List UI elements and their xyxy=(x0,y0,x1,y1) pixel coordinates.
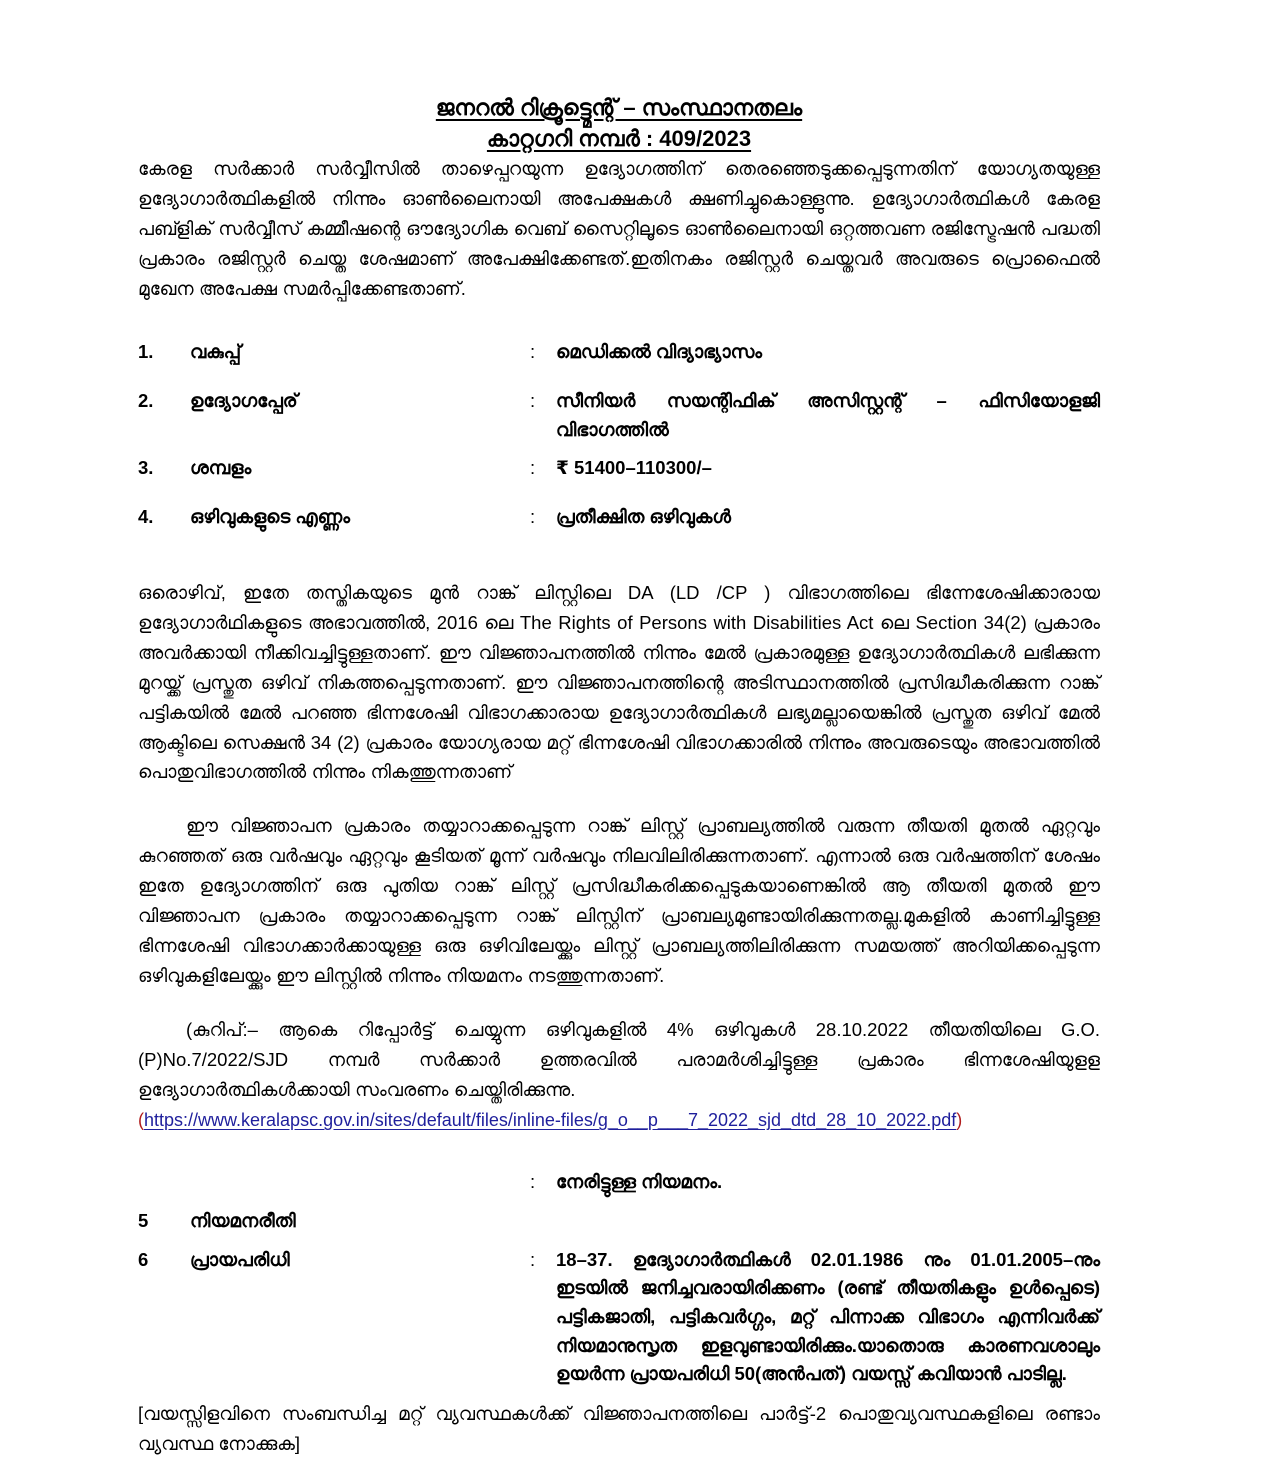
title-line-1-text: ജനറൽ റിക്രൂട്ട്മെന്റ് – സംസ്ഥാനതലം xyxy=(435,95,803,120)
government-order-link[interactable]: https://www.keralapsc.gov.in/sites/default/files/inline-files/g_o__p___7_2022_sjd_dtd_28_10_2022.pdf xyxy=(144,1110,957,1131)
item-value-appointment-method: നേരിട്ടുള്ള നിയമനം. xyxy=(556,1171,723,1193)
title-line-2 xyxy=(138,123,1100,154)
open-paren: ( xyxy=(138,1110,144,1131)
item-row-age-limit xyxy=(138,1246,1100,1389)
document-content xyxy=(138,0,1100,1459)
item-value-designation: സീനിയർ സയന്റിഫിക് അസിസ്റ്റന്റ് – ഫിസിയോളജി വിഭാഗത്തിൽ xyxy=(556,389,1100,440)
item-row-appointment-method xyxy=(138,1207,1100,1236)
item-row-salary xyxy=(138,454,1100,483)
item-label-designation: ഉദ്യോഗപ്പേര് xyxy=(190,389,298,411)
item-number: 6 xyxy=(138,1248,149,1270)
item-value-department: മെഡിക്കൽ വിദ്യാഭ്യാസം xyxy=(556,341,763,363)
item-value-age-limit: 18–37. ഉദ്യോഗാർത്ഥികൾ 02.01.1986 നും 01.01.2005–നും ഇടയിൽ ജനിച്ചവരായിരിക്കണം (രണ്ട് തീയതികളും ഉൾപ്പെടെ) പട്ടികജാതി, പട്ടികവർഗ്ഗം, മറ്റ് പിന്നാക്ക വിഭാഗം എന്നിവർക്ക് നിയമാനുസൃത ഇളവുണ്ടായിരിക്കും.യാതൊരു കാരണവശാലും ഉയർന്ന പ്രായപരിധി 50(അൻപത്) വയസ്സ് കവിയാൻ പാടില്ല. xyxy=(556,1248,1100,1385)
item-colon: : xyxy=(530,1171,536,1193)
intro-paragraph: കേരള സർക്കാർ സർവ്വീസിൽ താഴെപ്പറയുന്ന ഉദ്യോഗത്തിന് തെരഞ്ഞെടുക്കപ്പെടുന്നതിന് യോഗ്യതയുള്ള ഉദ്യോഗാർത്ഥികളിൽ നിന്നും ഓൺലൈനായി അപേക്ഷകൾ ക്ഷണിച്ചുകൊള്ളുന്നു. ഉദ്യോഗാർത്ഥികൾ കേരള പബ്ളിക് സർവ്വീസ് കമ്മീഷന്റെ ഔദ്യോഗിക വെബ് സൈറ്റിലൂടെ ഓൺലൈനായി ഒറ്റത്തവണ രജിസ്ട്രേഷൻ പദ്ധതി പ്രകാരം രജിസ്റ്റർ ചെയ്ത ശേഷമാണ് അപേക്ഷിക്കേണ്ടത്.ഇതിനകം രജിസ്റ്റർ ചെയ്തവർ അവരുടെ പ്രൊഫൈൽ മുഖേന അപേക്ഷ സമർപ്പിക്കേണ്ടതാണ്. xyxy=(138,158,1100,300)
item-label-salary: ശമ്പളം xyxy=(190,457,252,479)
item-number: 3. xyxy=(138,457,154,479)
item-colon: : xyxy=(530,457,536,479)
item-colon: : xyxy=(530,341,536,363)
item-value-salary: ₹ 51400–110300/– xyxy=(556,457,712,479)
item-colon: : xyxy=(530,506,536,527)
item-row-designation xyxy=(138,387,1100,444)
item-label-age-limit: പ്രായപരിധി xyxy=(190,1248,290,1270)
government-order-link-line xyxy=(138,1107,1100,1134)
item-number: 1. xyxy=(138,341,154,363)
item-row-department xyxy=(138,338,1100,367)
document-title-block xyxy=(138,92,1100,154)
vacancy-reservation-paragraph: ഒരൊഴിവ്, ഇതേ തസ്തികയുടെ മുൻ റാങ്ക് ലിസ്റ്റിലെ DA (LD /CP ) വിഭാഗത്തിലെ ഭിന്നേശേഷിക്കാരായ ഉദ്യോഗാർഥികളുടെ അഭാവത്തിൽ, 2016 ലെ The Rights of Persons with Disabilities Act ലെ Section 34(2) പ്രകാരം അവർക്കായി നീക്കിവച്ചിട്ടുള്ളതാണ്. ഈ വിജ്ഞാപനത്തിൽ നിന്നും മേൽ പ്രകാരമുള്ള ഉദ്യോഗാർത്ഥികൾ ലഭിക്കുന്ന മുറയ്ക്ക് പ്രസ്തുത ഒഴിവ് നികത്തപ്പെടുന്നതാണ്. ഈ വിജ്ഞാപനത്തിന്റെ അടിസ്ഥാനത്തിൽ പ്രസിദ്ധീകരിക്കുന്ന റാങ്ക് പട്ടികയിൽ മേൽ പറഞ്ഞ ഭിന്നശേഷി വിഭാഗക്കാരായ ഉദ്യോഗാർത്ഥികൾ ലഭ്യമല്ലായെങ്കിൽ പ്രസ്തുത ഒഴിവ് മേൽ ആക്ടിലെ സെക്ഷൻ 34 (2) പ്രകാരം യോഗ്യരായ മറ്റ് ഭിന്നശേഷി വിഭാഗക്കാരിൽ നിന്നും അവരുടെയും അഭാവത്തിൽ പൊതുവിഭാഗത്തിൽ നിന്നും നികത്തുന്നതാണ് xyxy=(138,581,1100,783)
item-colon: : xyxy=(530,1248,536,1270)
item-row-vacancies xyxy=(138,503,1100,532)
item-colon: : xyxy=(530,389,536,411)
item-number: 4. xyxy=(138,506,154,527)
close-paren: ) xyxy=(956,1110,963,1131)
item-label-vacancies: ഒഴിവുകളുടെ എണ്ണം xyxy=(190,506,350,527)
title-line-1 xyxy=(138,92,1100,123)
item-number: 5 xyxy=(138,1209,149,1231)
item-label-appointment-method: നിയമനരീതി xyxy=(190,1209,296,1231)
appointment-method-value-row xyxy=(138,1168,1100,1197)
category-number-text: കാറ്റഗറി നമ്പർ : 409/2023 xyxy=(486,126,752,152)
item-label-department: വകുപ്പ് xyxy=(190,341,242,363)
item-number: 2. xyxy=(138,389,154,411)
ranklist-validity-paragraph: ഈ വിജ്ഞാപന പ്രകാരം തയ്യാറാക്കപ്പെടുന്ന റാങ്ക് ലിസ്റ്റ് പ്രാബല്യത്തിൽ വരുന്ന തീയതി മുതൽ ഏറ്റവും കുറഞ്ഞത് ഒരു വർഷവും ഏറ്റവും കൂടിയത് മൂന്ന് വർഷവും നിലവിലിരിക്കുന്നതാണ്. എന്നാൽ ഒരു വർഷത്തിന് ശേഷം ഇതേ ഉദ്യോഗത്തിന് ഒരു പുതിയ റാങ്ക് ലിസ്റ്റ് പ്രസിദ്ധീകരിക്കപ്പെടുകയാണെങ്കിൽ ആ തീയതി മുതൽ ഈ വിജ്ഞാപന പ്രകാരം തയ്യാറാക്കപ്പെടുന്ന റാങ്ക് ലിസ്റ്റിന് പ്രാബല്യമുണ്ടായിരിക്കുന്നതല്ല.മുകളിൽ കാണിച്ചിട്ടുള്ള ഭിന്നശേഷി വിഭാഗക്കാർക്കായുള്ള ഒരു ഒഴിവിലേയ്ക്കും ലിസ്റ്റ് പ്രാബല്യത്തിലിരിക്കുന്ന സമയത്ത് അറിയിക്കപ്പെടുന്ന ഒഴിവുകളിലേയ്ക്കും ഈ ലിസ്റ്റിൽ നിന്നും നിയമനം നടത്തുന്നതാണ്. xyxy=(138,815,1100,987)
item-value-vacancies: പ്രതീക്ഷിത ഒഴിവുകൾ xyxy=(556,506,731,527)
age-relaxation-note: [വയസ്സിളവിനെ സംബന്ധിച്ച മറ്റ് വ്യവസ്ഥകൾക്ക് വിജ്ഞാപനത്തിലെ പാർട്ട്-2 പൊതുവ്യവസ്ഥകളിലെ രണ്ടാം വ്യവസ്ഥ നോക്കുക] xyxy=(138,1402,1100,1454)
reservation-note-paragraph: (കുറിപ്:– ആകെ റിപ്പോർട്ട് ചെയ്യുന്ന ഒഴിവുകളിൽ 4% ഒഴിവുകൾ 28.10.2022 തീയതിയിലെ G.O.(P)No.7/2022/SJD നമ്പർ സർക്കാർ ഉത്തരവിൽ പരാമർശിച്ചിട്ടുള്ള പ്രകാരം ഭിന്നശേഷിയുളള ഉദ്യോഗാർത്ഥികൾക്കായി സംവരണം ചെയ്തിരിക്കുന്നു. xyxy=(138,1019,1100,1101)
